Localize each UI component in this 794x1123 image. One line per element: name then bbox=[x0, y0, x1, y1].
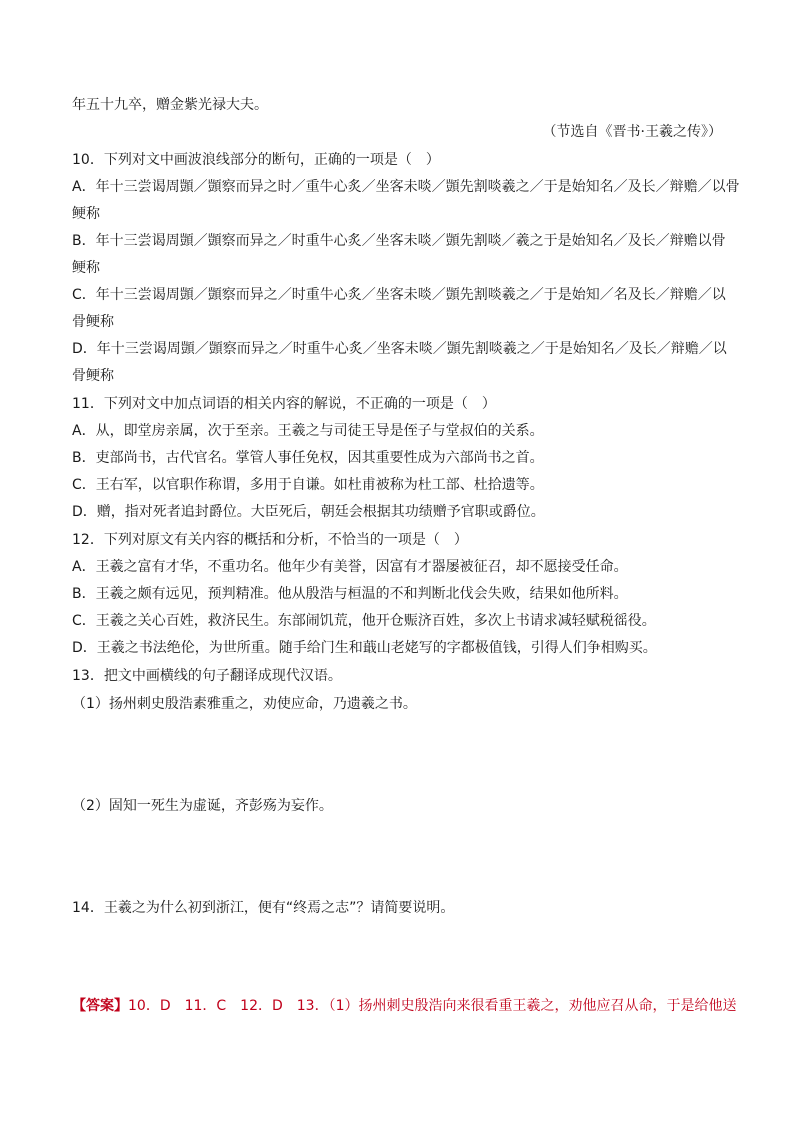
answer-text: 10．D 11．C 12．D 13．（1）扬州刺史殷浩向来很看重王羲之，劝他应召从命，于是给他送 bbox=[128, 998, 737, 1014]
question-10-stem: 10．下列对文中画波浪线部分的断句，正确的一项是（ ） bbox=[72, 152, 440, 168]
question-12-stem: 12．下列对原文有关内容的概括和分析，不恰当的一项是（ ） bbox=[72, 532, 468, 548]
question-11-stem: 11．下列对文中加点词语的相关内容的解说，不正确的一项是（ ） bbox=[72, 396, 496, 412]
question-10-option-d-line2: 骨鲠称 bbox=[72, 368, 114, 384]
passage-source: （节选自《晋书·王羲之传》） bbox=[542, 124, 722, 140]
question-12-option-a: A．王羲之富有才华，不重功名。他年少有美誉，因富有才器屡被征召，却不愿接受任命。 bbox=[72, 559, 628, 575]
question-13-item-1: （1）扬州刺史殷浩素雅重之，劝使应命，乃遗羲之书。 bbox=[72, 696, 417, 712]
question-12-option-c: C．王羲之关心百姓，救济民生。东部闹饥荒，他开仓赈济百姓，多次上书请求减轻赋税徭役。 bbox=[72, 613, 656, 629]
answer-line bbox=[72, 996, 737, 1016]
answer-tag: 【答案】 bbox=[72, 998, 128, 1014]
question-10-option-a-line2: 鲠称 bbox=[72, 206, 100, 222]
question-10-option-c-line1: C．年十三尝谒周顗／顗察而异之／时重牛心炙／坐客未啖／顗先割啖羲之／于是始知／名及长／辩赡／以 bbox=[72, 287, 726, 303]
question-11-option-c: C．王右军，以官职作称谓，多用于自谦。如杜甫被称为杜工部、杜拾遗等。 bbox=[72, 477, 544, 493]
question-11-option-b: B．吏部尚书，古代官名。掌管人事任免权，因其重要性成为六部尚书之首。 bbox=[72, 450, 544, 466]
question-14-stem: 14．王羲之为什么初到浙江，便有“终焉之志”？请简要说明。 bbox=[72, 900, 455, 916]
passage-tail-line: 年五十九卒，赠金紫光禄大夫。 bbox=[72, 97, 268, 113]
question-13-stem: 13．把文中画横线的句子翻译成现代汉语。 bbox=[72, 668, 342, 684]
question-10-option-b-line1: B．年十三尝谒周顗／顗察而异之／时重牛心炙／坐客未啖／顗先割啖／羲之于是始知名／及长／辩赡以骨 bbox=[72, 233, 726, 249]
question-10-option-b-line2: 鲠称 bbox=[72, 260, 100, 276]
question-10-option-d-line1: D．年十三尝谒周顗／顗察而异之／时重牛心炙／坐客未啖／顗先割啖羲之／于是始知名／及长／辩赡／以 bbox=[72, 341, 727, 357]
question-10-option-a-line1: A．年十三尝谒周顗／顗察而异之时／重牛心炙／坐客未啖／顗先割啖羲之／于是始知名／及长／辩赡／以骨 bbox=[72, 179, 740, 195]
question-10-option-c-line2: 骨鲠称 bbox=[72, 314, 114, 330]
question-11-option-d: D．赠，指对死者追封爵位。大臣死后，朝廷会根据其功绩赠予官职或爵位。 bbox=[72, 504, 545, 520]
question-11-option-a: A．从，即堂房亲属，次于至亲。王羲之与司徒王导是侄子与堂叔伯的关系。 bbox=[72, 423, 544, 439]
question-12-option-d: D．王羲之书法绝伦，为世所重。随手给门生和蕺山老姥写的字都极值钱，引得人们争相购买。 bbox=[72, 640, 657, 656]
question-12-option-b: B．王羲之颇有远见，预判精准。他从殷浩与桓温的不和判断北伐会失败，结果如他所料。 bbox=[72, 586, 628, 602]
question-13-item-2: （2）固知一死生为虚诞，齐彭殇为妄作。 bbox=[72, 798, 333, 814]
